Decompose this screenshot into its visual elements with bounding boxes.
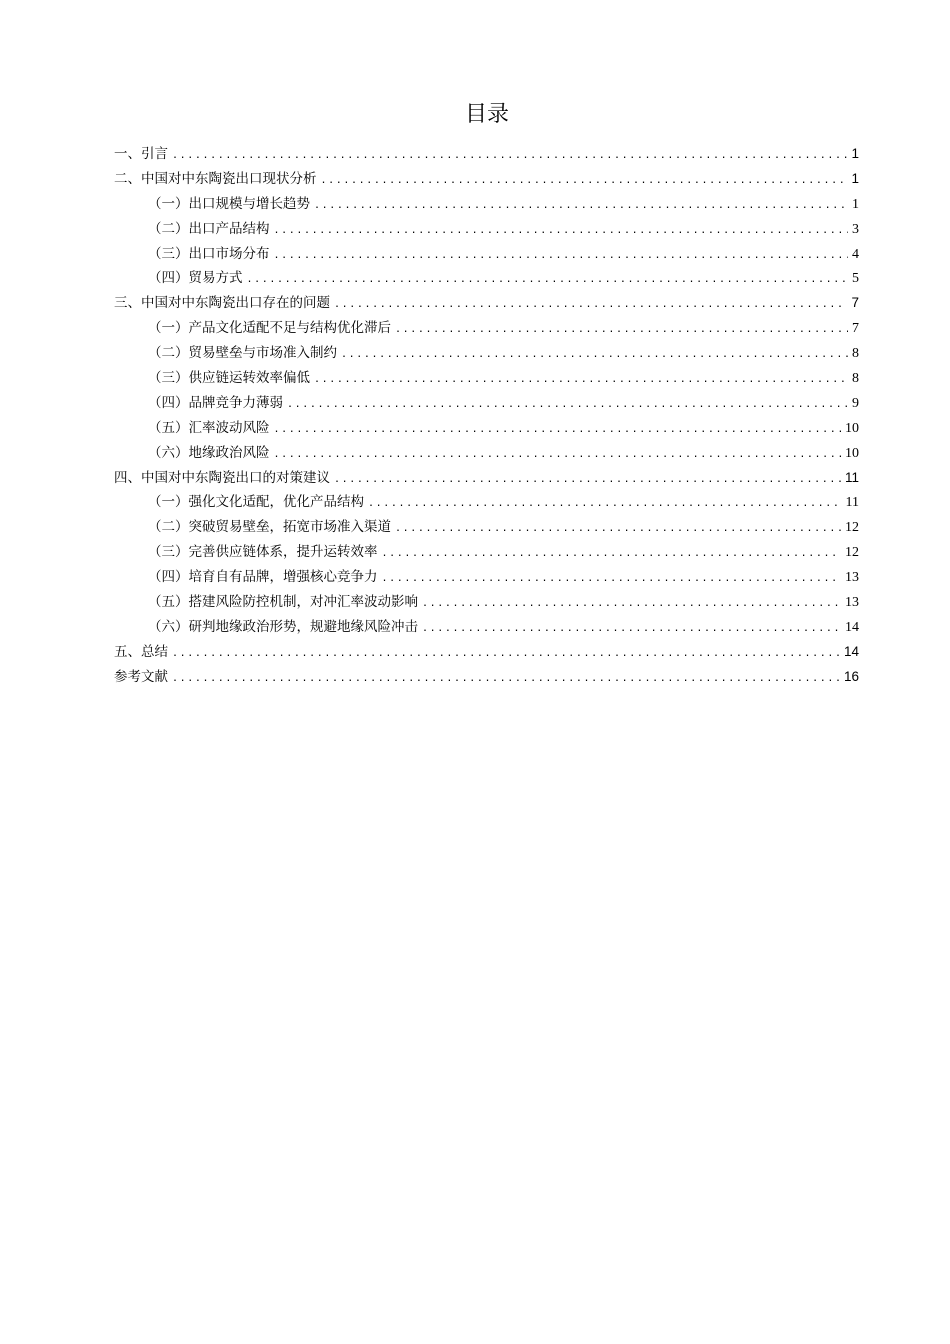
toc-entry-page-number: 7 (851, 295, 859, 311)
toc-entry-title: （二）出口产品结构 (148, 220, 270, 237)
toc-entry-title: （四）品牌竞争力薄弱 (148, 394, 283, 411)
toc-entry[interactable] (114, 291, 859, 316)
dot-leader (422, 592, 841, 617)
toc-entry[interactable] (114, 167, 859, 192)
toc-entry-title: （五）汇率波动风险 (148, 419, 270, 436)
toc-entry[interactable] (114, 266, 859, 291)
toc-entry[interactable] (114, 391, 859, 416)
toc-entry-title: 四、中国对中东陶瓷出口的对策建议 (114, 469, 330, 486)
dot-leader (395, 517, 841, 542)
toc-entry-title: （二）突破贸易壁垒，拓宽市场准入渠道 (148, 519, 391, 536)
toc-entry[interactable] (114, 366, 859, 391)
toc-entry-title: （一）强化文化适配，优化产品结构 (148, 494, 364, 511)
toc-entry-title: 二、中国对中东陶瓷出口现状分析 (114, 170, 317, 187)
toc-entry[interactable] (114, 665, 859, 690)
toc-entry[interactable] (114, 466, 859, 491)
toc-entry[interactable] (114, 615, 859, 640)
dot-leader (274, 219, 849, 244)
toc-entry[interactable] (114, 565, 859, 590)
toc-entry-title: （三）出口市场分布 (148, 245, 270, 262)
toc-entry-page-number: 9 (852, 395, 859, 411)
dot-leader (321, 169, 848, 194)
toc-entry[interactable] (114, 640, 859, 665)
toc-entry-page-number: 7 (852, 321, 859, 337)
toc-entry[interactable] (114, 316, 859, 341)
dot-leader (368, 492, 842, 517)
toc-entry-page-number: 12 (845, 520, 859, 536)
toc-entry-page-number: 3 (852, 221, 859, 237)
toc-entry-page-number: 8 (852, 346, 859, 362)
toc-entry-title: （四）培育自有品牌，增强核心竞争力 (148, 569, 378, 586)
dot-leader (382, 567, 842, 592)
toc-entry-title: （三）完善供应链体系，提升运转效率 (148, 544, 378, 561)
toc-entry-title: （二）贸易壁垒与市场准入制约 (148, 345, 337, 362)
dot-leader (314, 194, 848, 219)
toc-entry-title: （一）产品文化适配不足与结构优化滞后 (148, 320, 391, 337)
dot-leader (247, 268, 849, 293)
toc-entry-title: （三）供应链运转效率偏低 (148, 370, 310, 387)
toc-entry[interactable] (114, 142, 859, 167)
toc-entry-page-number: 12 (845, 545, 859, 561)
dot-leader (334, 468, 841, 493)
dot-leader (334, 293, 847, 318)
toc-entry-title: （一）出口规模与增长趋势 (148, 195, 310, 212)
toc-entry-title: （五）搭建风险防控机制，对冲汇率波动影响 (148, 594, 418, 611)
toc-entry-page-number: 8 (852, 371, 859, 387)
toc-entry-page-number: 13 (845, 570, 859, 586)
toc-entry-title: 三、中国对中东陶瓷出口存在的问题 (114, 295, 330, 312)
dot-leader (382, 542, 842, 567)
toc-entry-title: 五、总结 (114, 643, 168, 660)
dot-leader (422, 617, 841, 642)
toc-entry-page-number: 1 (851, 146, 859, 161)
toc-entry[interactable] (114, 341, 859, 366)
toc-entry-page-number: 13 (845, 595, 859, 611)
toc-entry[interactable] (114, 242, 859, 267)
toc-entry-title: （六）研判地缘政治形势，规避地缘风险冲击 (148, 618, 418, 635)
dot-leader (395, 318, 848, 343)
toc-entry-page-number: 16 (843, 668, 859, 684)
toc-entry[interactable] (114, 441, 859, 466)
toc-entry[interactable] (114, 490, 859, 515)
toc-entry[interactable] (114, 540, 859, 565)
dot-leader (172, 642, 840, 667)
toc-entry-page-number: 1 (851, 170, 859, 186)
toc-entry-page-number: 5 (852, 271, 859, 287)
toc-entry-page-number: 1 (852, 196, 859, 212)
toc-entry-page-number: 10 (845, 420, 859, 436)
dot-leader (172, 667, 840, 692)
toc-entry[interactable] (114, 192, 859, 217)
dot-leader (274, 418, 842, 443)
toc-entry-page-number: 10 (845, 445, 859, 461)
dot-leader (287, 393, 848, 418)
toc-title: 目录 (464, 102, 509, 127)
toc-entry-page-number: 14 (845, 619, 859, 635)
table-of-contents (114, 142, 859, 690)
toc-entry[interactable] (114, 515, 859, 540)
toc-entry-page-number: 14 (843, 643, 859, 659)
toc-entry-title: 一、引言 (114, 146, 168, 162)
dot-leader (341, 343, 848, 368)
toc-entry[interactable] (114, 590, 859, 615)
toc-entry-page-number: 4 (852, 246, 859, 262)
toc-entry-title: （六）地缘政治风险 (148, 444, 270, 461)
toc-entry-title: （四）贸易方式 (148, 270, 243, 287)
dot-leader (274, 443, 842, 468)
toc-entry-title: 参考文献 (114, 668, 168, 685)
toc-entry-page-number: 11 (844, 469, 859, 485)
toc-entry-page-number: 11 (845, 495, 859, 511)
dot-leader (274, 244, 849, 269)
toc-entry[interactable] (114, 416, 859, 441)
dot-leader (172, 144, 847, 169)
dot-leader (314, 368, 848, 393)
toc-entry[interactable] (114, 217, 859, 242)
